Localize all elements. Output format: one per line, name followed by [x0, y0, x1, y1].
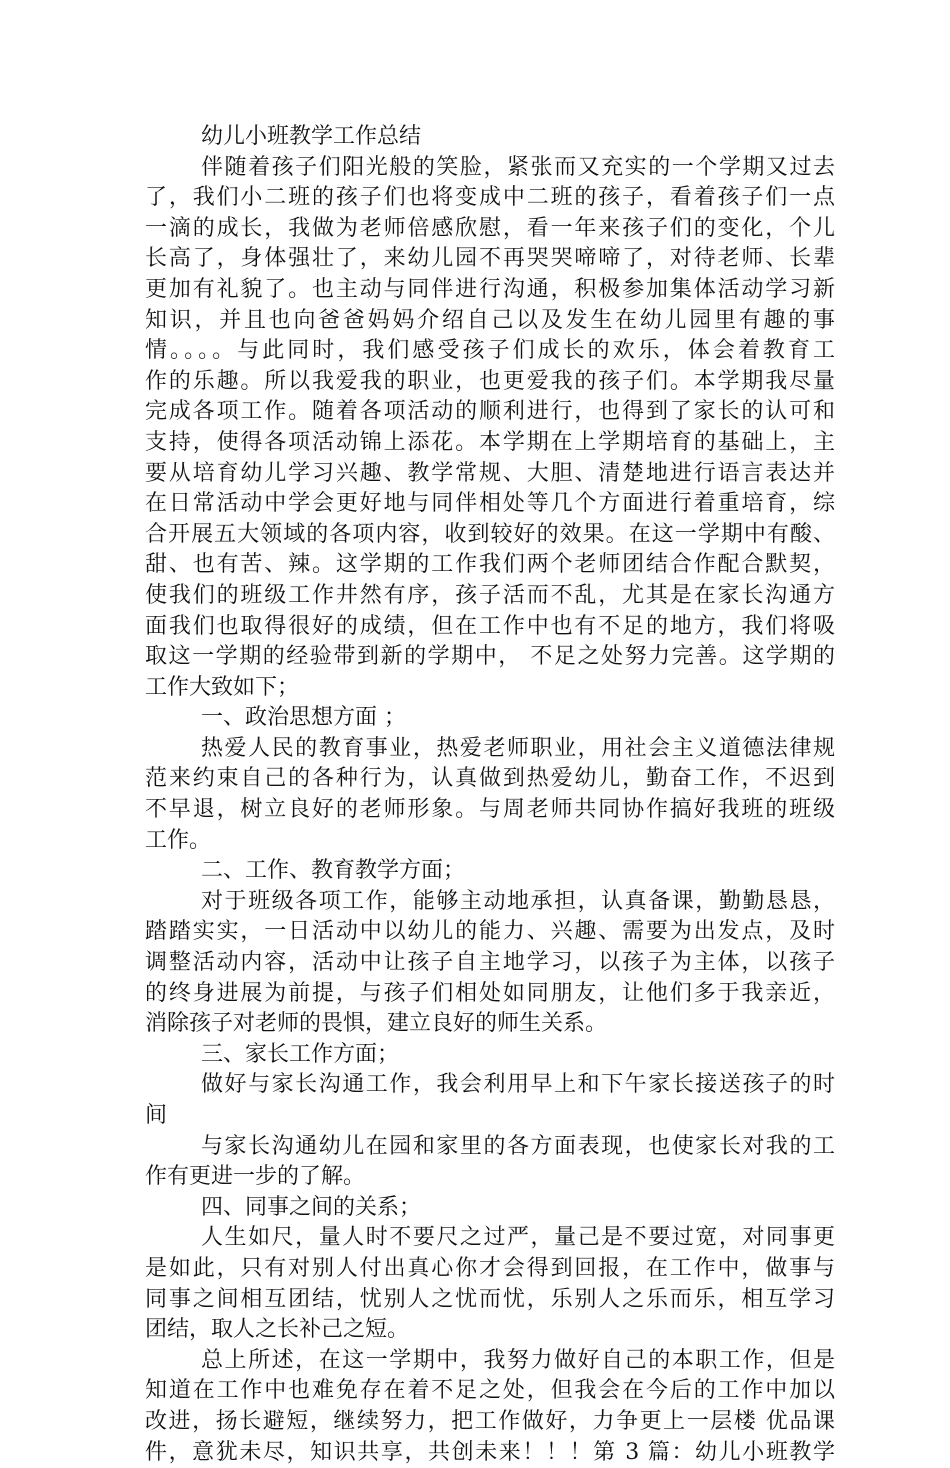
- text-line: 在日常活动中学会更好地与同伴相处等几个方面进行着重培育，综: [145, 491, 835, 517]
- text-line: 一滴的成长，我做为老师倍感欣慰，看一年来孩子们的变化，个儿: [145, 215, 835, 241]
- text-line: 使我们的班级工作井然有序，孩子活而不乱，尤其是在家长沟通方: [145, 582, 835, 608]
- text-line: 团结，取人之长补己之短。: [145, 1317, 410, 1343]
- text-line: 是如此，只有对别人付出真心你才会得到回报，在工作中，做事与: [145, 1255, 835, 1281]
- text-line: 做好与家长沟通工作，我会利用早上和下午家长接送孩子的时: [201, 1072, 835, 1098]
- text-line: 同事之间相互团结，忧别人之忧而忧，乐别人之乐而乐，相互学习: [145, 1286, 835, 1312]
- text-line: 的终身进展为前提，与孩子们相处如同朋友，让他们多于我亲近，: [145, 980, 835, 1006]
- text-line: 作有更进一步的了解。: [145, 1164, 366, 1190]
- text-line: 三、家长工作方面；: [201, 1041, 400, 1067]
- text-line: 二、工作、教育教学方面；: [201, 858, 466, 884]
- text-line: 不早退，树立良好的老师形象。与周老师共同协作搞好我班的班级: [145, 797, 835, 823]
- text-line: 热爱人民的教育事业，热爱老师职业，用社会主义道德法律规: [201, 735, 835, 761]
- text-line: 四、同事之间的关系；: [201, 1194, 422, 1220]
- text-line: 知道在工作中也难免存在着不足之处，但我会在今后的工作中加以: [145, 1378, 835, 1404]
- text-line: 范来约束自己的各种行为，认真做到热爱幼儿，勤奋工作，不迟到: [145, 766, 835, 792]
- text-line: 人生如尺，量人时不要尺之过严，量己是不要过宽，对同事更: [201, 1225, 835, 1251]
- text-line: 要从培育幼儿学习兴趣、教学常规、大胆、清楚地进行语言表达并: [145, 460, 835, 486]
- text-line: 件，意犹未尽，知识共享，共创未来！！！第 3 篇：幼儿小班教学: [145, 1439, 835, 1465]
- text-line: 长高了，身体强壮了，来幼儿园不再哭哭啼啼了，对待老师、长辈: [145, 246, 835, 272]
- text-line: 伴随着孩子们阳光般的笑脸，紧张而又充实的一个学期又过去: [201, 154, 835, 180]
- text-line: 工作大致如下；: [145, 674, 300, 700]
- text-line: 支持，使得各项活动锦上添花。本学期在上学期培育的基础上，主: [145, 429, 835, 455]
- text-line: 面我们也取得很好的成绩，但在工作中也有不足的地方，我们将吸: [145, 613, 835, 639]
- text-line: 合开展五大领域的各项内容，收到较好的效果。在这一学期中有酸、: [145, 521, 835, 547]
- text-line: 甜、也有苦、辣。这学期的工作我们两个老师团结合作配合默契，: [145, 552, 835, 578]
- text-line: 消除孩子对老师的畏惧，建立良好的师生关系。: [145, 1011, 608, 1037]
- document-title: 幼儿小班教学工作总结: [201, 124, 422, 149]
- text-line: 更加有礼貌了。也主动与同伴进行沟通，积极参加集体活动学习新: [145, 276, 835, 302]
- text-line: 对于班级各项工作，能够主动地承担，认真备课，勤勤恳恳，: [201, 888, 835, 914]
- text-line: 情。。。。与此同时，我们感受孩子们成长的欢乐，体会着教育工: [145, 338, 835, 364]
- document-body: [145, 153, 835, 1468]
- text-line: 与家长沟通幼儿在园和家里的各方面表现，也使家长对我的工: [201, 1133, 835, 1159]
- text-line: 一、政治思想方面 ；: [201, 705, 406, 731]
- text-line: 取这一学期的经验带到新的学期中， 不足之处努力完善。这学期的: [145, 644, 835, 670]
- text-line: 改进，扬长避短，继续努力，把工作做好，力争更上一层楼 优品课: [145, 1408, 835, 1434]
- text-line: 间: [145, 1103, 168, 1128]
- text-line: 知识，并且也向爸爸妈妈介绍自己以及发生在幼儿园里有趣的事: [145, 307, 835, 333]
- text-line: 总上所述，在这一学期中，我努力做好自己的本职工作，但是: [201, 1347, 835, 1373]
- text-line: 了，我们小二班的孩子们也将变成中二班的孩子，看着孩子们一点: [145, 185, 835, 211]
- text-line: 完成各项工作。随着各项活动的顺利进行，也得到了家长的认可和: [145, 399, 835, 425]
- text-line: 工作。: [145, 827, 212, 853]
- text-line: 踏踏实实，一日活动中以幼儿的能力、兴趣、需要为出发点，及时: [145, 919, 835, 945]
- text-line: 作的乐趣。所以我爱我的职业，也更爱我的孩子们。本学期我尽量: [145, 368, 835, 394]
- document-page: [145, 122, 835, 1468]
- text-line: 调整活动内容，活动中让孩子自主地学习，以孩子为主体，以孩子: [145, 950, 835, 976]
